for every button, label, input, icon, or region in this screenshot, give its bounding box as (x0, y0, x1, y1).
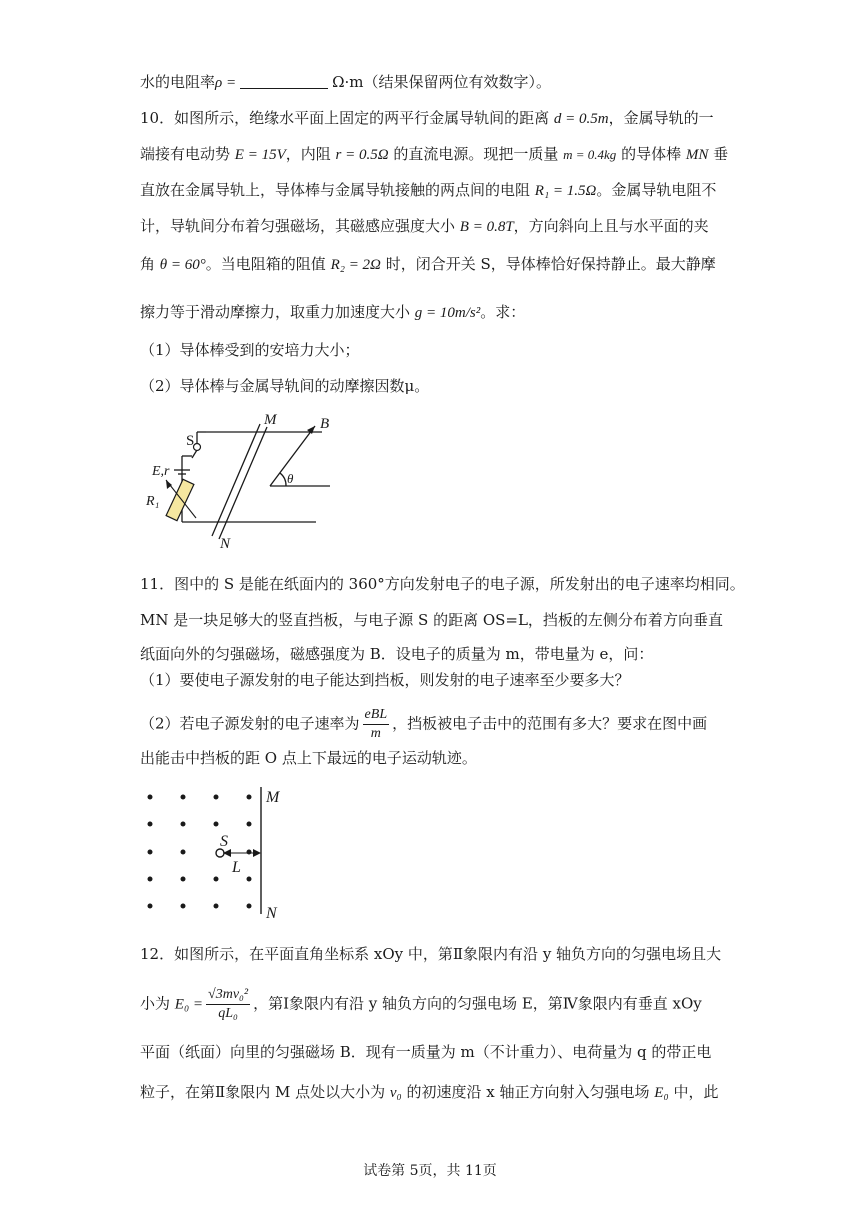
q11-sub-1: （1）要使电子源发射的电子能达到挡板，则发射的电子速率至少要多大？ (140, 671, 630, 689)
q12-line-3: 平面（纸面）向里的匀强磁场 B．现有一质量为 m（不计重力）、电荷量为 q 的带正电 (140, 1043, 712, 1061)
label-N: N (220, 536, 231, 548)
q10-line-2: 端接有电动势 E = 15V，内阻 r = 0.5Ω 的直流电源。现把一质量 m = 0.4kg 的导体棒 MN 垂 (140, 145, 729, 163)
label-R1: R₁ (146, 494, 160, 509)
q12-line-2: 小为 E₀ = $\frac{\text{√3mv₀²}}{\text{qL₀}}$ ，第Ⅰ象限内有沿 y 轴负方向的匀强电场 E，第Ⅳ象限内有垂直 xOy (140, 987, 702, 1021)
q11-line-2: MN 是一块足够大的竖直挡板，与电子源 S 的距离 OS=L，挡板的左侧分布着方向垂直 (140, 611, 723, 629)
q10-sub-2: （2）导体棒与金属导轨间的动摩擦因数μ。 (140, 377, 430, 395)
q10-line-3: 直放在金属导轨上，导体棒与金属导轨接触的两点间的电阻 R₁ = 1.5Ω。金属导轨电阻不 (140, 181, 717, 199)
label-M: M (266, 789, 280, 806)
label-N: N (266, 905, 277, 922)
label-theta: θ (287, 471, 294, 486)
answer-blank[interactable] (240, 74, 328, 89)
q11-field-diagram (140, 782, 300, 922)
label-S: S (186, 433, 195, 449)
label-L: L (232, 859, 241, 876)
q12-line-4: 粒子，在第Ⅱ象限内 M 点处以大小为 v₀ 的初速度沿 x 轴正方向射入匀强电场 E₀ 中，此 (140, 1083, 719, 1101)
rho-symbol: ρ = (215, 75, 237, 91)
q10-sub-1: （1）导体棒受到的安培力大小； (140, 341, 360, 359)
q11-line-3: 纸面向外的匀强磁场，磁感强度为 B．设电子的质量为 m，带电量为 e，问： (140, 645, 654, 663)
q11-sub-2: （2）若电子源发射的电子速率为 $\frac{\text{eBL}}{m}$ ，挡板被电子击中的范围有多大？要求在图中画 (140, 707, 708, 741)
q12-line-1: 12．如图所示，在平面直角坐标系 xOy 中，第Ⅱ象限内有沿 y 轴负方向的匀强电场且大 (140, 945, 722, 963)
q10-line-1: 10．如图所示，绝缘水平面上固定的两平行金属导轨间的距离 d = 0.5m，金属导轨的一 (140, 109, 714, 127)
q10-line-6: 擦力等于滑动摩擦力，取重力加速度大小 g = 10m/s²。求： (140, 303, 526, 321)
q11-line-1: 11．图中的 S 是能在纸面内的 360°方向发射电子的电子源，所发射出的电子速率均相同。 (140, 575, 745, 593)
label-S: S (220, 833, 228, 850)
label-B: B (320, 416, 330, 432)
resistivity-line: 水的电阻率ρ = Ω·m（结果保留两位有效数字）。 (140, 73, 552, 91)
label-M: M (264, 412, 277, 428)
e0-fraction: $\frac{\text{√3mv₀²}}{\text{qL₀}}$ (208, 987, 249, 1021)
label-Er: E,r (152, 464, 170, 479)
speed-fraction: $\frac{\text{eBL}}{m}$ (364, 707, 388, 741)
q10-line-5: 角 θ = 60°。当电阻箱的阻值 R₂ = 2Ω 时，闭合开关 S，导体棒恰好保持静止。最大静摩 (140, 255, 716, 273)
page-footer: 试卷第 5页，共 11页 (363, 1163, 497, 1179)
q11-sub-2-cont: 出能击中挡板的距 O 点上下最远的电子运动轨迹。 (140, 749, 477, 767)
q10-circuit-diagram (140, 408, 360, 548)
q10-line-4: 计，导轨间分布着匀强磁场，其磁感应强度大小 B = 0.8T，方向斜向上且与水平面的夹 (140, 217, 709, 235)
